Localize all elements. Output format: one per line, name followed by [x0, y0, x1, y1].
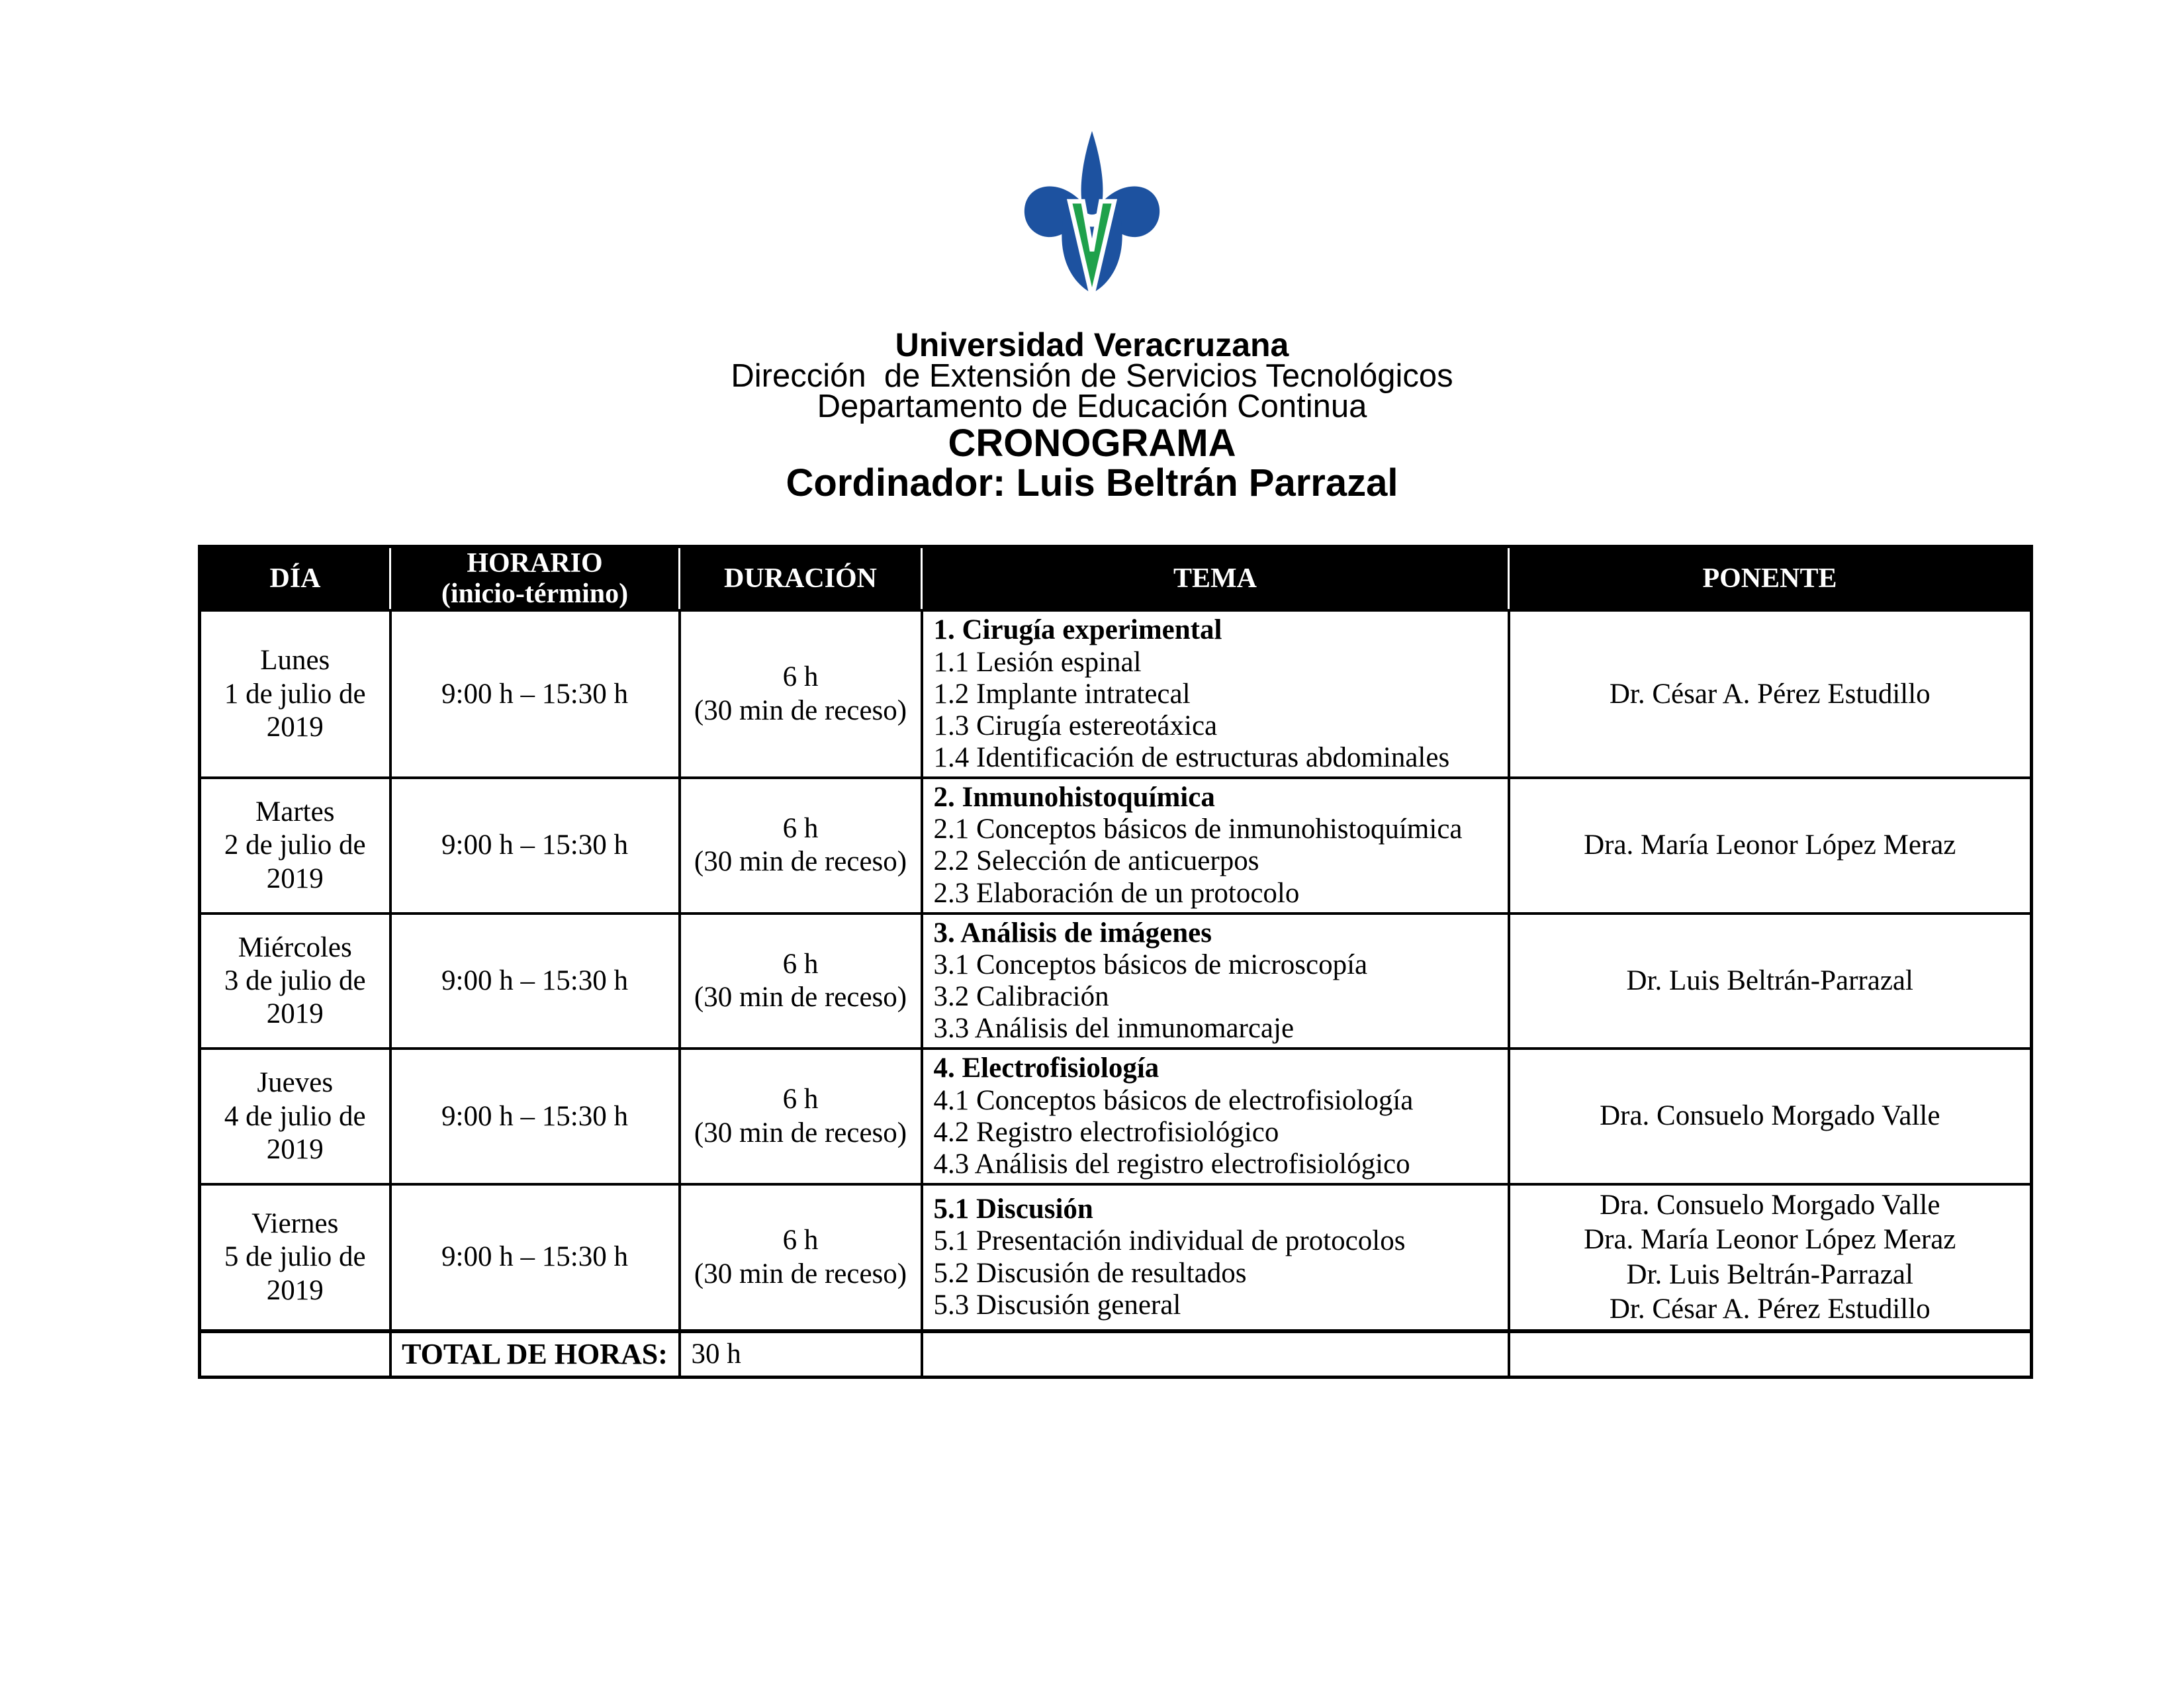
tema-item: 2.3 Elaboración de un protocolo — [933, 877, 1300, 909]
total-hours-value: 30 h — [680, 1331, 922, 1377]
tema-title: 4. Electrofisiología — [933, 1053, 1160, 1084]
col-header-tema — [922, 547, 1509, 611]
tema-cell — [922, 1049, 1509, 1184]
ponente-line: Dra. Consuelo Morgado Valle — [1600, 1100, 1940, 1132]
total-empty-cell — [922, 1331, 1509, 1377]
duracion-cell — [680, 914, 922, 1049]
duracion-line: (30 min de receso) — [694, 1258, 907, 1289]
tema-item: 3.3 Análisis del inmunomarcaje — [933, 1013, 1295, 1045]
col-header-dia — [200, 547, 390, 611]
universidad-veracruzana-logo — [1009, 130, 1175, 315]
day-line: 2 de julio de — [224, 829, 366, 861]
day-line: 3 de julio de — [224, 964, 366, 996]
day-cell — [200, 610, 390, 778]
tema-title: 5.1 Discusión — [933, 1194, 1093, 1225]
tema-item: 2.2 Selección de anticuerpos — [933, 845, 1259, 877]
day-line: Miércoles — [238, 931, 352, 963]
day-line: 2019 — [266, 1133, 324, 1165]
ponente-cell — [1509, 914, 2032, 1049]
ponente-cell — [1509, 1184, 2032, 1331]
ponente-cell — [1509, 610, 2032, 778]
ponente-line: Dra. María Leonor López Meraz — [1584, 829, 1956, 861]
org-department: Departamento de Educación Continua — [817, 389, 1367, 424]
tema-item: 1.4 Identificación de estructuras abdominales — [933, 742, 1450, 773]
day-cell — [200, 1049, 390, 1184]
tema-cell — [922, 778, 1509, 914]
tema-title: 1. Cirugía experimental — [933, 614, 1222, 646]
table-header-row — [200, 547, 2032, 611]
duracion-line: 6 h — [782, 661, 819, 693]
col-header-label: PONENTE — [1702, 563, 1837, 594]
horario-cell: 9:00 h – 15:30 h — [390, 778, 680, 914]
day-line: 1 de julio de — [224, 678, 366, 710]
tema-cell — [922, 1184, 1509, 1331]
duracion-line: (30 min de receso) — [694, 1117, 907, 1149]
tema-item: 5.3 Discusión general — [933, 1289, 1181, 1321]
document-title: CRONOGRAMA — [948, 422, 1236, 465]
ponente-line: Dr. César A. Pérez Estudillo — [1609, 1293, 1931, 1325]
schedule-row-viernes — [200, 1184, 2032, 1331]
duracion-cell — [680, 1184, 922, 1331]
day-line: Lunes — [260, 645, 330, 677]
duracion-line: (30 min de receso) — [694, 694, 907, 726]
duracion-line: (30 min de receso) — [694, 982, 907, 1013]
schedule-row-lunes — [200, 610, 2032, 778]
day-cell — [200, 914, 390, 1049]
horario-cell: 9:00 h – 15:30 h — [390, 610, 680, 778]
total-row — [200, 1331, 2032, 1377]
total-empty-cell — [200, 1331, 390, 1377]
tema-item: 2.1 Conceptos básicos de inmunohistoquímica — [933, 814, 1463, 845]
schedule-row-miercoles — [200, 914, 2032, 1049]
duracion-line: 6 h — [782, 813, 819, 845]
day-line: Jueves — [257, 1067, 334, 1099]
duracion-line: 6 h — [782, 1225, 819, 1256]
tema-cell — [922, 914, 1509, 1049]
col-header-duracion — [680, 547, 922, 611]
day-line: 4 de julio de — [224, 1100, 366, 1132]
duracion-cell — [680, 778, 922, 914]
ponente-line: Dra. María Leonor López Meraz — [1584, 1224, 1956, 1256]
schedule-row-jueves — [200, 1049, 2032, 1184]
org-direction: Dirección de Extensión de Servicios Tecnológicos — [731, 358, 1453, 394]
total-hours-label: TOTAL DE HORAS: — [390, 1331, 680, 1377]
duracion-line: (30 min de receso) — [694, 846, 907, 878]
col-header-sublabel: (inicio-término) — [441, 579, 629, 610]
tema-item: 4.2 Registro electrofisiológico — [933, 1116, 1279, 1148]
day-line: 2019 — [266, 711, 324, 743]
ponente-cell — [1509, 1049, 2032, 1184]
ponente-line: Dr. Luis Beltrán-Parrazal — [1626, 964, 1913, 996]
duracion-cell — [680, 1049, 922, 1184]
col-header-label: HORARIO — [467, 548, 603, 579]
tema-item: 1.1 Lesión espinal — [933, 646, 1142, 678]
tema-item: 1.2 Implante intratecal — [933, 678, 1191, 710]
col-header-ponente — [1509, 547, 2032, 611]
tema-cell — [922, 610, 1509, 778]
duracion-cell — [680, 610, 922, 778]
tema-item: 1.3 Cirugía estereotáxica — [933, 710, 1218, 741]
day-line: 5 de julio de — [224, 1241, 366, 1273]
schedule-row-martes — [200, 778, 2032, 914]
horario-cell: 9:00 h – 15:30 h — [390, 1049, 680, 1184]
col-header-horario — [390, 547, 680, 611]
duracion-line: 6 h — [782, 948, 819, 980]
tema-item: 5.2 Discusión de resultados — [933, 1257, 1247, 1289]
tema-item: 3.2 Calibración — [933, 981, 1109, 1013]
col-header-label: DÍA — [269, 563, 321, 594]
total-empty-cell — [1509, 1331, 2032, 1377]
day-line: Viernes — [251, 1208, 339, 1240]
ponente-cell — [1509, 778, 2032, 914]
day-line: 2019 — [266, 998, 324, 1030]
tema-item: 5.1 Presentación individual de protocolos — [933, 1225, 1406, 1257]
col-header-label: TEMA — [1173, 563, 1257, 594]
ponente-line: Dr. Luis Beltrán-Parrazal — [1626, 1258, 1913, 1290]
tema-item: 4.1 Conceptos básicos de electrofisiología — [933, 1084, 1414, 1116]
org-name: Universidad Veracruzana — [895, 326, 1289, 363]
schedule-table — [198, 545, 2033, 1379]
tema-title: 2. Inmunohistoquímica — [933, 782, 1215, 814]
col-header-label: DURACIÓN — [724, 563, 877, 594]
ponente-line: Dr. César A. Pérez Estudillo — [1609, 678, 1931, 710]
tema-item: 3.1 Conceptos básicos de microscopía — [933, 949, 1368, 980]
horario-cell: 9:00 h – 15:30 h — [390, 914, 680, 1049]
duracion-line: 6 h — [782, 1084, 819, 1115]
ponente-line: Dra. Consuelo Morgado Valle — [1600, 1189, 1940, 1221]
day-line: 2019 — [266, 863, 324, 894]
tema-title: 3. Análisis de imágenes — [933, 917, 1212, 949]
coordinator-line: Cordinador: Luis Beltrán Parrazal — [786, 461, 1398, 504]
day-line: 2019 — [266, 1274, 324, 1306]
day-cell — [200, 778, 390, 914]
day-line: Martes — [255, 796, 335, 828]
day-cell — [200, 1184, 390, 1331]
tema-item: 4.3 Análisis del registro electrofisiológico — [933, 1148, 1410, 1180]
horario-cell: 9:00 h – 15:30 h — [390, 1184, 680, 1331]
